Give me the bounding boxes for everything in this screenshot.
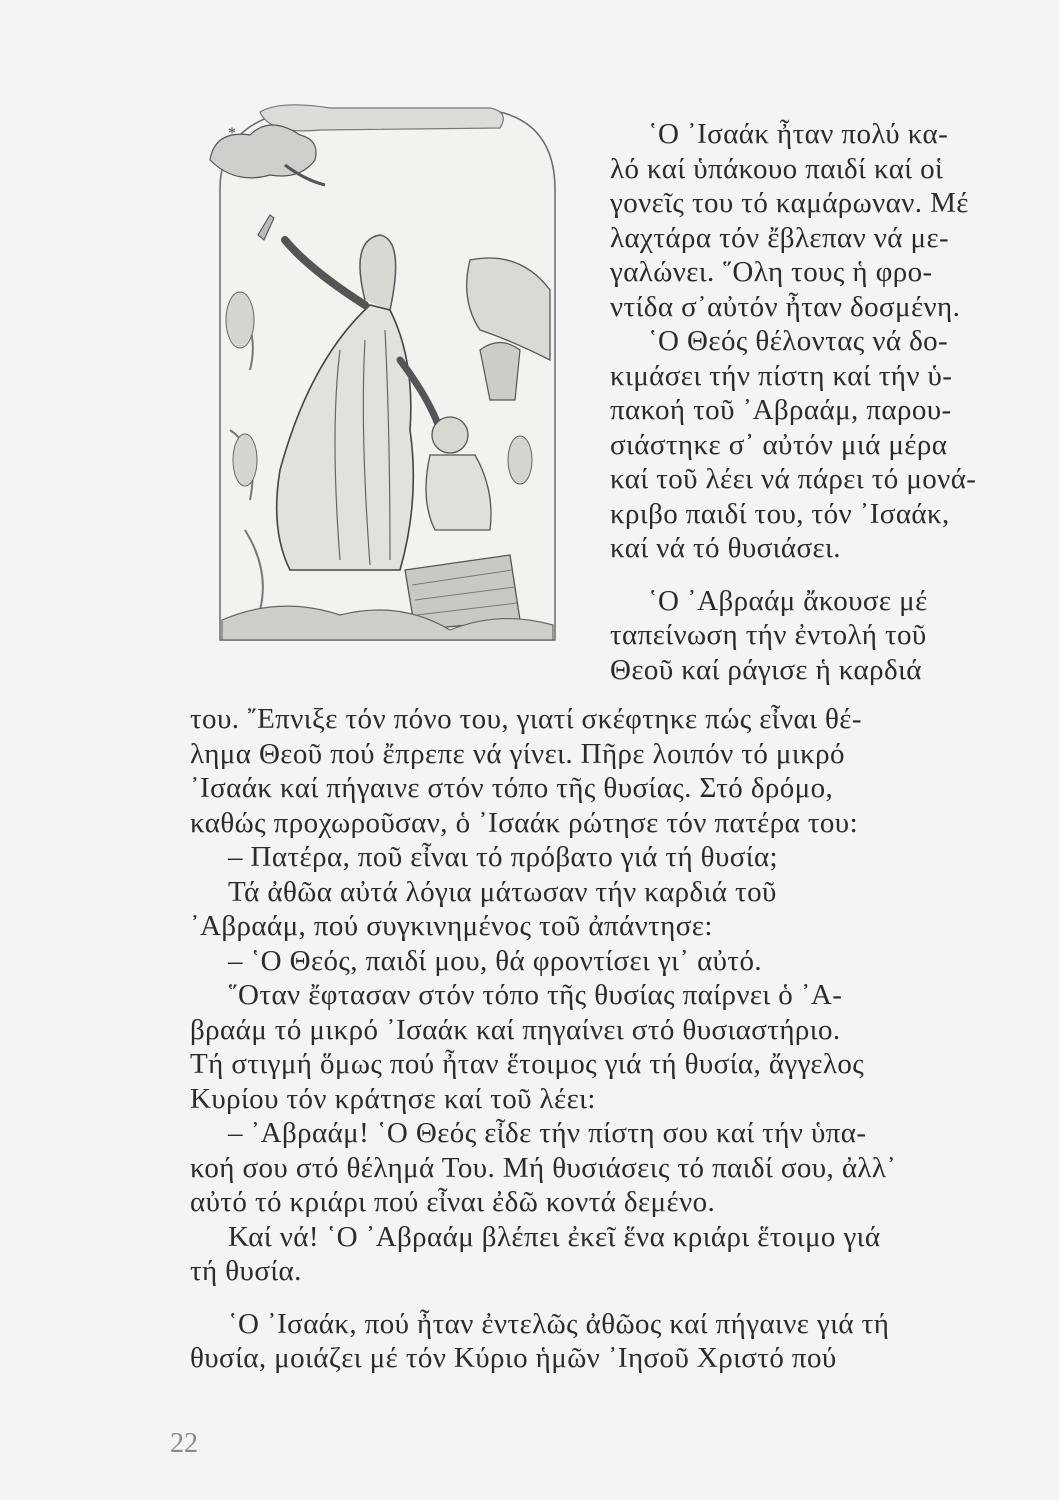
text-line: γαλώνει. ῞Ολη τους ἡ φρο- — [610, 256, 933, 288]
text-line: λό καί ὑπάκουο παιδί καί οἱ — [610, 152, 944, 185]
text-line: κοή σου στό θέλημά Του. Μή θυσιάσεις τό παιδί σου, ἀλλ᾿ — [190, 1151, 897, 1184]
text-line: αὐτό τό κριάρι πού εἶναι ἐδῶ κοντά δεμένο. — [190, 1186, 716, 1218]
text-line: ντίδα σ᾿αὐτόν ἦταν δοσμένη. — [610, 290, 961, 323]
text-line: – ᾿Αβραάμ! ῾Ο Θεός εἶδε τήν πίστη σου καί τήν ὑπα- — [228, 1117, 867, 1149]
text-line: θυσία, μοιάζει μέ τόν Κύριο ἡμῶν ᾿Ιησοῦ Χριστό πού — [190, 1342, 837, 1374]
right-column-text — [610, 117, 1050, 687]
text-line: του. ῎Επνιξε τόν πόνο του, γιατί σκέφτηκε πώς εἶναι θέ- — [190, 703, 862, 735]
text-line: – Πατέρα, ποῦ εἶναι τό πρόβατο γιά τή θυσία; — [228, 841, 779, 873]
abraham-isaac-illustration — [190, 100, 570, 660]
text-line: ταπείνωση τήν ἐντολή τοῦ — [610, 619, 927, 651]
text-line: καθώς προχωροῦσαν, ὁ ᾿Ισαάκ ρώτησε τόν πατέρα του: — [190, 806, 859, 839]
text-line: Τά ἀθῶα αὐτά λόγια μάτωσαν τήν καρδιά τοῦ — [228, 875, 777, 908]
text-line: λαχτάρα τόν ἔβλεπαν νά με- — [610, 221, 950, 254]
text-line: τή θυσία. — [190, 1255, 302, 1287]
text-line: ῾Ο ᾿Ισαάκ ἦταν πολύ κα- — [648, 118, 949, 150]
text-line: κιμάσει τήν πίστη καί τήν ὑ- — [610, 359, 953, 392]
text-line: ῾Ο Θεός θέλοντας νά δο- — [648, 325, 949, 357]
text-line: ᾿Ισαάκ καί πήγαινε στόν τόπο τῆς θυσίας. Στό δρόμο, — [190, 772, 834, 804]
text-line: Καί νά! ῾Ο ᾿Αβραάμ βλέπει ἐκεῖ ἕνα κριάρι ἕτοιμο γιά — [228, 1220, 881, 1253]
text-line: βραάμ τό μικρό ᾿Ισαάκ καί πηγαίνει στό θυσιαστήριο. — [190, 1013, 841, 1046]
text-line: γονεῖς του τό καμάρωναν. Μέ — [610, 187, 969, 219]
paragraph-gap — [190, 1289, 1050, 1307]
text-line: κριβο παιδί του, τόν ᾿Ισαάκ, — [610, 497, 950, 530]
text-line: – ῾Ο Θεός, παιδί μου, θά φροντίσει γι᾿ αὐτό. — [228, 944, 763, 977]
full-width-text — [190, 702, 1050, 1376]
text-line: πακοή τοῦ ᾿Αβραάμ, παρου- — [610, 394, 952, 426]
paragraph-gap — [610, 566, 1050, 584]
text-line: Κυρίου τόν κράτησε καί τοῦ λέει: — [190, 1082, 596, 1115]
text-line: ᾿Αβραάμ, πού συγκινημένος τοῦ ἀπάντησε: — [190, 910, 713, 942]
text-line: ῾Ο ᾿Αβραάμ ἄκουσε μέ — [648, 584, 928, 617]
page-number: 22 — [170, 1428, 198, 1459]
text-line: λημα Θεοῦ πού ἔπρεπε νά γίνει. Πῆρε λοιπόν τό μικρό — [190, 737, 845, 770]
text-line: Θεοῦ καί ράγισε ἡ καρδιά — [610, 653, 922, 686]
svg-text:*: * — [228, 125, 236, 142]
text-line: ῾Ο ᾿Ισαάκ, πού ἦταν ἐντελῶς ἀθῶος καί πήγαινε γιά τή — [228, 1307, 890, 1340]
text-line: καί τοῦ λέει νά πάρει τό μονά- — [610, 463, 977, 495]
engraving-image — [190, 100, 570, 660]
text-line: καί νά τό θυσιάσει. — [610, 532, 841, 564]
text-line: ῞Οταν ἔφτασαν στόν τόπο τῆς θυσίας παίρνει ὁ ᾿Α- — [228, 979, 843, 1011]
text-line: σιάστηκε σ᾿ αὐτόν μιά μέρα — [610, 428, 948, 461]
text-line: Τή στιγμή ὅμως πού ἦταν ἕτοιμος γιά τή θυσία, ἄγγελος — [190, 1048, 865, 1080]
